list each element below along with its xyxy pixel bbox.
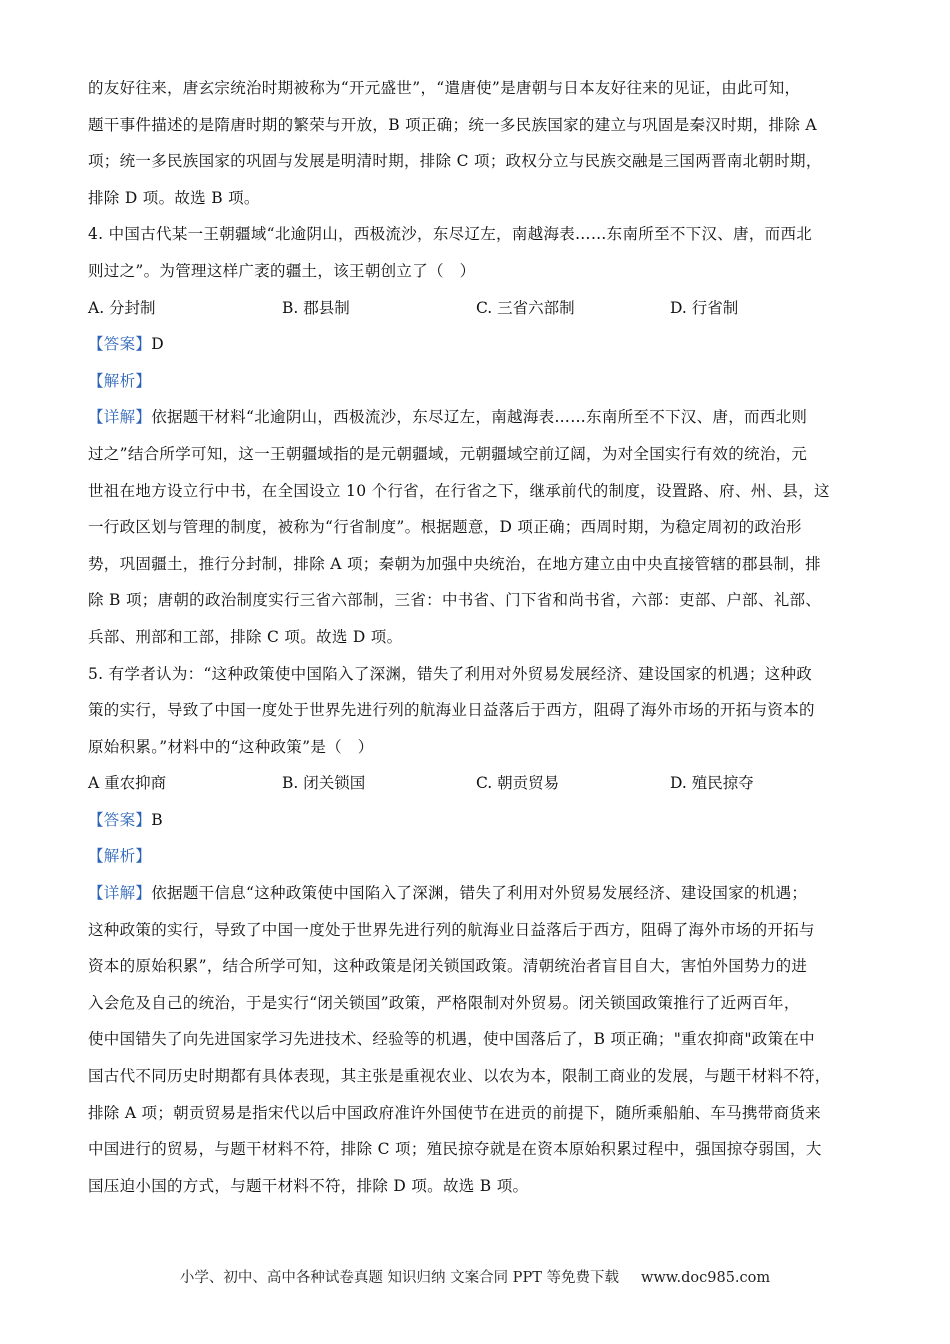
footer-url[interactable]: www.doc985.com <box>640 1270 771 1286</box>
detail-line: 国古代不同历史时期都有具体表现，其主张是重视农业、以农为本，限制工商业的发展，与题干材料不符， <box>88 1067 831 1086</box>
detail-line: 国压迫小国的方式，与题干材料不符，排除 D 项。故选 B 项。 <box>88 1176 529 1195</box>
option-a: A. 分封制 <box>88 298 156 317</box>
previous-analysis-tail <box>88 70 870 216</box>
option-d: D. 行省制 <box>670 298 739 317</box>
page-footer <box>0 1266 950 1287</box>
detail-line: 中国进行的贸易，与题干材料不符，排除 C 项；殖民掠夺就是在资本原始积累过程中，强国掠夺弱国，大 <box>88 1140 822 1159</box>
detail-line: 入会危及自己的统治，于是实行“闭关锁国”政策，严格限制对外贸易。闭关锁国政策推行了近两百年， <box>88 993 800 1012</box>
answer-tag: 【答案】 <box>88 810 152 829</box>
footer-text: 小学、初中、高中各种试卷真题 知识归纳 文案合同 PPT 等免费下载 <box>179 1270 619 1286</box>
detail-line: 世祖在地方设立行中书，在全国设立 10 个行省，在行省之下，继承前代的制度，设置路、府、州、县，这 <box>88 481 830 500</box>
option-c: C. 三省六部制 <box>476 298 575 317</box>
question-4 <box>88 216 870 655</box>
answer-value: B <box>151 810 163 829</box>
detail-line: 除 B 项；唐朝的政治制度实行三省六部制，三省：中书省、门下省和尚书省，六部：吏部、户部、礼部、 <box>88 591 822 610</box>
answer-line <box>88 802 870 839</box>
detail-first-line <box>88 399 870 436</box>
detail-line: 势，巩固疆土，推行分封制，排除 A 项；秦朝为加强中央统治，在地方建立由中央直接管辖的郡县制，排 <box>88 554 821 573</box>
options-row <box>88 290 870 327</box>
detail-tag: 【详解】 <box>88 408 152 427</box>
text-line: 排除 D 项。故选 B 项。 <box>88 188 260 207</box>
option-c: C. 朝贡贸易 <box>476 774 560 793</box>
detail-line: 兵部、刑部和工部，排除 C 项。故选 D 项。 <box>88 627 403 646</box>
page-content <box>88 70 870 1204</box>
question-5 <box>88 656 870 1205</box>
detail-text: 依据题干材料“北逾阴山，西极流沙，东尽辽左，南越海表……东南所至不下汉、唐，而西北则 <box>151 408 808 427</box>
answer-tag: 【答案】 <box>88 335 152 354</box>
analysis-tag: 【解析】 <box>88 371 152 390</box>
detail-tag: 【详解】 <box>88 884 152 903</box>
detail-line: 排除 A 项；朝贡贸易是指宋代以后中国政府准许外国使节在进贡的前提下，随所乘船舶、车马携带商货来 <box>88 1103 821 1122</box>
detail-line: 资本的原始积累”，结合所学可知，这种政策是闭关锁国政策。清朝统治者盲目自大，害怕外国势力的进 <box>88 957 808 976</box>
analysis-heading <box>88 363 870 400</box>
detail-line: 过之”结合所学可知，这一王朝疆域指的是元朝疆域，元朝疆域空前辽阔，为对全国实行有效的统治，元 <box>88 444 808 463</box>
question-stem-line: 原始积累。”材料中的“这种政策”是（ ） <box>88 737 374 756</box>
question-stem-line: 4. 中国古代某一王朝疆域“北逾阴山，西极流沙，东尽辽左，南越海表……东南所至不下汉、唐，而西北 <box>88 225 813 244</box>
answer-value: D <box>151 335 164 354</box>
text-line: 的友好往来，唐玄宗统治时期被称为“开元盛世”，“遣唐使”是唐朝与日本友好往来的见证，由此可知， <box>88 79 801 97</box>
analysis-heading <box>88 838 870 875</box>
text-line: 题干事件描述的是隋唐时期的繁荣与开放，B 项正确；统一多民族国家的建立与巩固是秦汉时期，排除 A <box>88 115 817 134</box>
detail-first-line <box>88 875 870 912</box>
detail-line: 这种政策的实行，导致了中国一度处于世界先进行列的航海业日益落后于西方，阻碍了海外市场的开拓与 <box>88 920 815 939</box>
option-b: B. 郡县制 <box>282 298 350 317</box>
option-a: A 重农抑商 <box>88 774 167 793</box>
analysis-tag: 【解析】 <box>88 847 152 866</box>
answer-line <box>88 326 870 363</box>
options-row <box>88 765 870 802</box>
text-line: 项；统一多民族国家的巩固与发展是明清时期，排除 C 项；政权分立与民族交融是三国两晋南北朝时期， <box>88 152 822 171</box>
detail-text: 依据题干信息“这种政策使中国陷入了深渊，错失了利用对外贸易发展经济、建设国家的机遇； <box>151 884 808 903</box>
detail-line: 使中国错失了向先进国家学习先进技术、经验等的机遇，使中国落后了，B 项正确；"重农抑商"政策在中 <box>88 1030 815 1049</box>
question-stem-line: 5. 有学者认为：“这种政策使中国陷入了深渊，错失了利用对外贸易发展经济、建设国家的机遇；这种政 <box>88 664 813 683</box>
detail-line: 一行政区划与管理的制度，被称为“行省制度”。根据题意，D 项正确；西周时期，为稳定周初的政治形 <box>88 518 802 537</box>
option-b: B. 闭关锁国 <box>282 774 366 793</box>
question-stem-line: 策的实行，导致了中国一度处于世界先进行列的航海业日益落后于西方，阻碍了海外市场的开拓与资本的 <box>88 701 815 720</box>
option-d: D. 殖民掠夺 <box>670 774 754 793</box>
question-stem-line: 则过之”。为管理这样广袤的疆土，该王朝创立了（ ） <box>88 261 476 280</box>
